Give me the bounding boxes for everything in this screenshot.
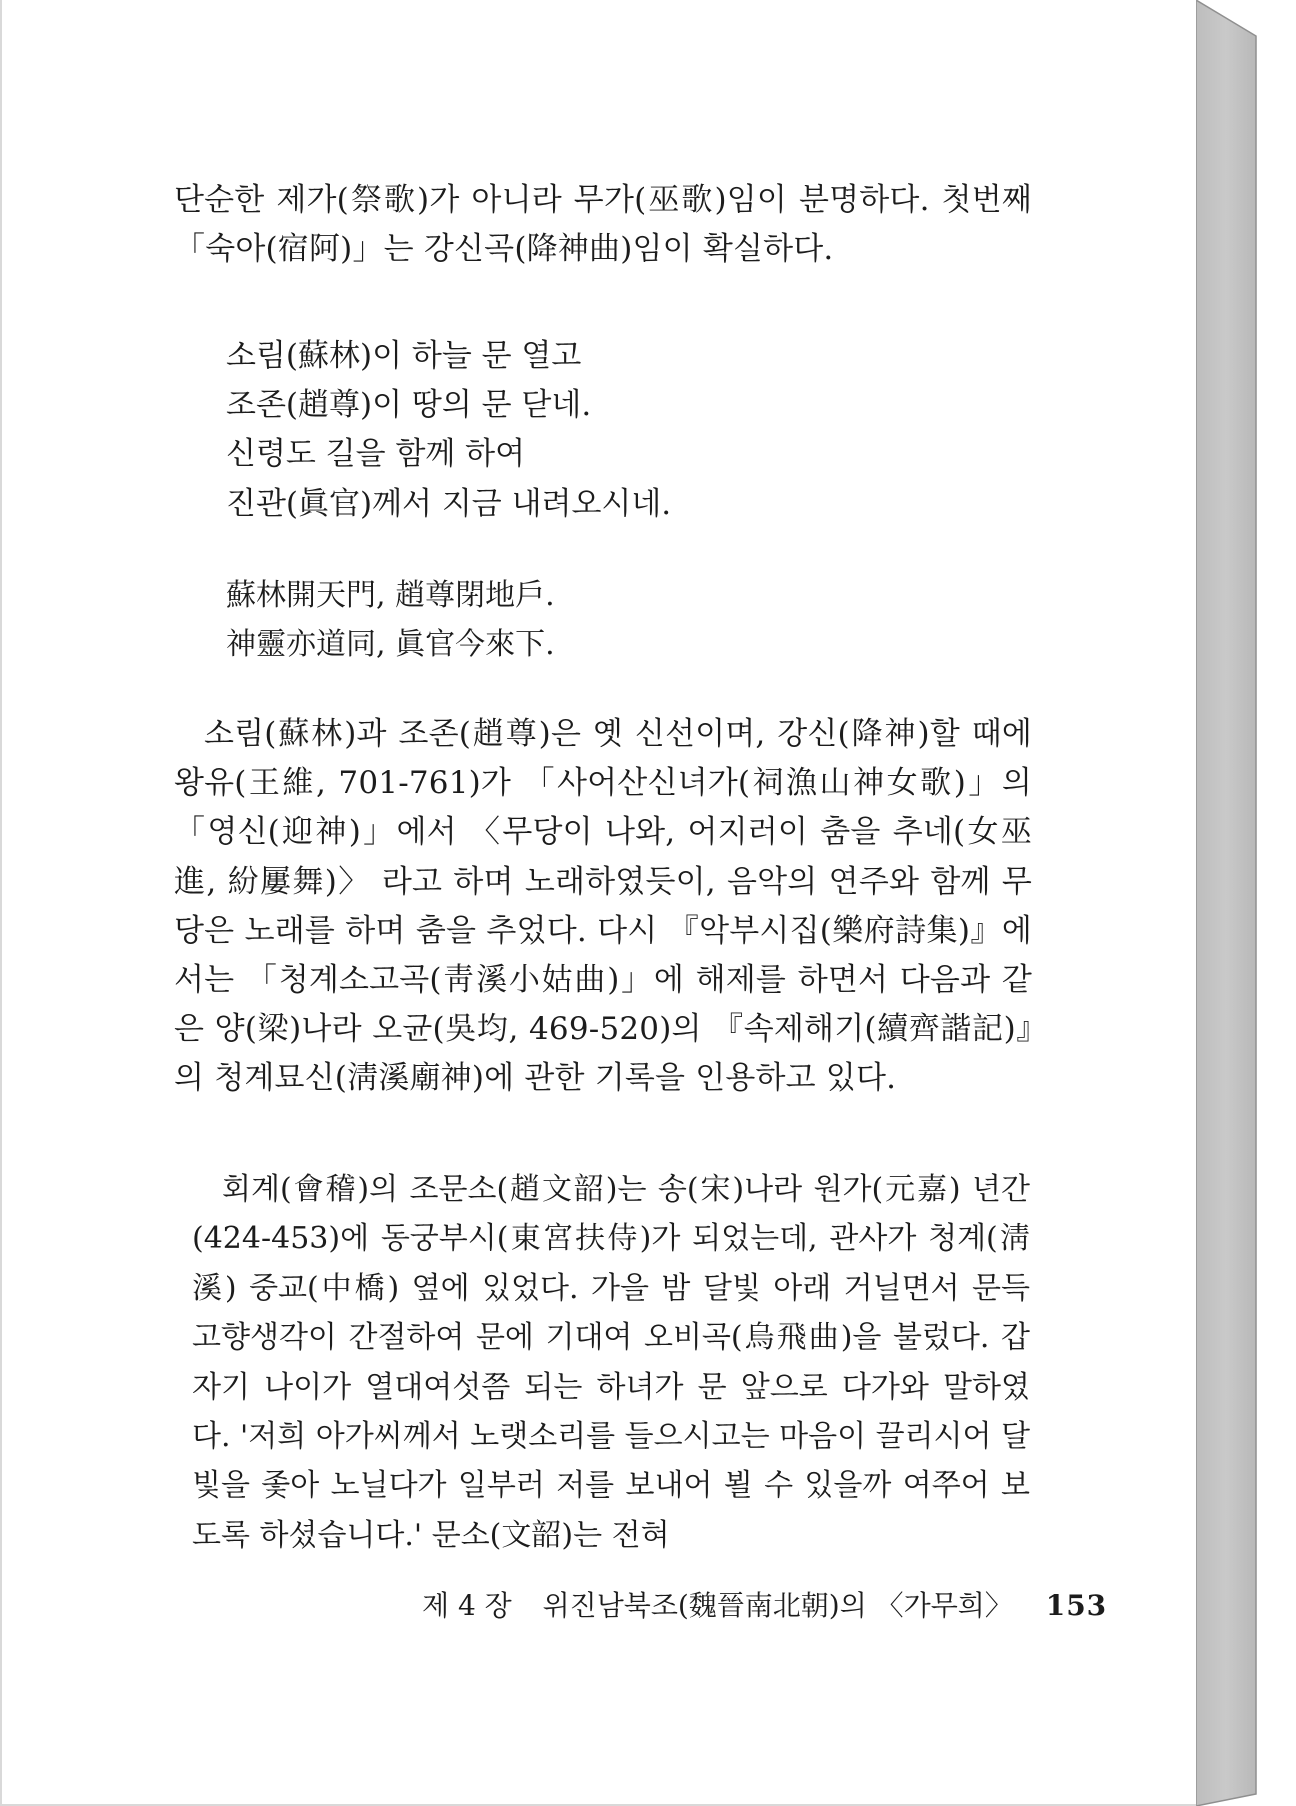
intro-paragraph [174,176,1032,274]
poem-chinese [226,571,555,669]
footer-title: 위진남북조(魏晉南北朝)의 〈가무희〉 [542,1589,1013,1622]
running-footer [422,1584,1107,1624]
poem-korean-line: 진관(眞官)께서 지금 내려오시네. [226,485,672,522]
poem-chinese-line: 神靈亦道同, 眞官今來下. [226,627,555,663]
page-number: 153 [1045,1589,1108,1622]
poem-korean-line: 신령도 길을 함께 하여 [226,436,526,473]
block-quote [192,1165,1030,1560]
block-quote-text: 회계(會稽)의 조문소(趙文韶)는 송(宋)나라 원가(元嘉) 년간(424-453)에 동궁부시(東宮扶侍)가 되었는데, 관사가 청계(淸溪) 중교(中橋) 옆에 있었다. 가을 밤 달빛 아래 거닐면서 문득 고향생각이 간절하여 문에 기대여 오비곡(烏飛曲)을 불렀다. 갑자기 나이가 열대여섯쯤 되는 하녀가 문 앞으로 다가와 말하였다. '저희 아가씨께서 노랫소리를 들으시고는 마음이 끌리시어 달빛을 좇아 노닐다가 일부러 저를 보내어 뵐 수 있을까 여쭈어 보도록 하셨습니다.' 문소(文韶)는 전혀 [192,1172,1031,1553]
poem-korean-line: 소림(蘇林)이 하늘 문 열고 [226,338,582,374]
footer-chapter: 제 4 장 [422,1589,512,1622]
poem-korean [226,332,671,529]
poem-korean-line: 조존(趙尊)이 땅의 문 닫네. [226,387,592,424]
book-spine-shape [1196,0,1296,1806]
main-paragraph [174,710,1032,1104]
poem-chinese-line: 蘇林開天門, 趙尊閉地戶. [226,578,555,613]
book-spine-edge [1196,0,1296,1806]
intro-text: 단순한 제가(祭歌)가 아니라 무가(巫歌)임이 분명하다. 첫번째 「숙아(宿阿)」는 강신곡(降神曲)임이 확실하다. [174,182,1032,268]
main-paragraph-text: 소림(蘇林)과 조존(趙尊)은 옛 신선이며, 강신(降神)할 때에 왕유(王維, 701-761)가 「사어산신녀가(祠漁山神女歌)」의 「영신(迎神)」에서 〈무당이 나와, 어지러이 춤을 추네(女巫進, 紛屢舞)〉 라고 하며 노래하였듯이, 음악의 연주와 함께 무당은 노래를 하며 춤을 추었다. 다시 『악부시집(樂府詩集)』에서는 「청계소고곡(靑溪小姑曲)」에 해제를 하면서 다음과 같은 양(梁)나라 오균(吳均, 469-520)의 『속제해기(續齊諧記)』의 청계묘신(淸溪廟神)에 관한 기록을 인용하고 있다. [174,716,1032,1097]
